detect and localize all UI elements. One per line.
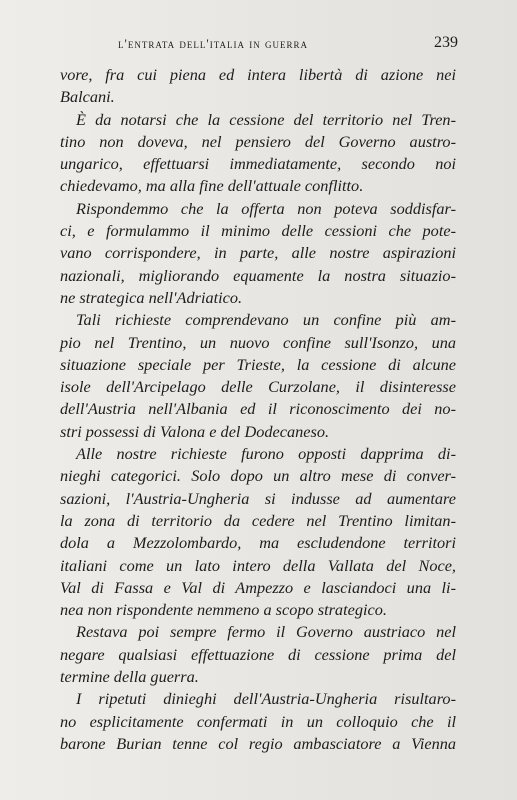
text-line: ne strategica nell'Adriatico. [60, 287, 243, 307]
text-line: chiedevamo, ma alla fine dell'attuale conflitto. [60, 176, 364, 196]
text-line: termine della guerra. [60, 667, 199, 687]
paragraph-first-line: Alle nostre richieste furono opposti dapprima di- [76, 444, 456, 464]
text-line: ungarico, effettuarsi immediatamente, secondo noi [60, 154, 456, 174]
text-line: Val di Fassa e Val di Ampezzo e lasciandoci una li- [60, 577, 456, 597]
text-line: negare qualsiasi effettuazione di cessione prima del [60, 644, 456, 664]
text-line: nazionali, migliorando equamente la nostra situazio- [60, 265, 456, 285]
paragraph-first-line: È da notarsi che la cessione del territorio nel Tren- [76, 109, 456, 129]
text-line: italiani come un lato intero della Vallata del Noce, [60, 555, 456, 575]
page-number: 239 [434, 34, 458, 51]
text-line: pio nel Trentino, un nuovo confine sull'Isonzo, una [60, 332, 456, 352]
text-line: barone Burian tenne col regio ambasciatore a Vienna [60, 733, 456, 753]
text-line: dell'Austria nell'Albania ed il riconoscimento dei no- [60, 399, 456, 419]
text-line: situazione speciale per Trieste, la cessione di alcune [60, 354, 456, 374]
running-title: l'entrata dell'italia in guerra [118, 36, 308, 51]
text-line: Balcani. [60, 87, 115, 107]
text-line: dola a Mezzolombardo, ma escludendone territori [60, 533, 456, 553]
text-line: nieghi categorici. Solo dopo un altro mese di conver- [60, 466, 456, 486]
text-line: stri possessi di Valona e del Dodecaneso. [60, 421, 330, 441]
page-header [58, 36, 458, 56]
text-line: vore, fra cui piena ed intera libertà di azione nei [60, 65, 456, 84]
text-line: la zona di territorio da cedere nel Trentino limitan- [60, 510, 456, 530]
text-line: ci, e formulammo il minimo delle cessioni che pote- [60, 221, 456, 241]
text-line: isole dell'Arcipelago delle Curzolane, il disinteresse [60, 377, 456, 397]
text-line: vano corrispondere, in parte, alle nostre aspirazioni [60, 243, 456, 263]
text-line: nea non rispondente nemmeno a scopo strategico. [60, 600, 387, 620]
paragraph-first-line: Rispondemmo che la offerta non poteva soddisfar- [76, 198, 456, 218]
paragraph-first-line: I ripetuti dinieghi dell'Austria-Ungheria risultaro- [76, 689, 456, 709]
paragraph-first-line: Restava poi sempre fermo il Governo austriaco nel [76, 622, 456, 642]
paragraph-first-line: Tali richieste comprendevano un confine più am- [76, 310, 456, 330]
text-line: tino non doveva, nel pensiero del Governo austro- [60, 131, 456, 151]
body-text [60, 64, 456, 755]
text-line: sazioni, l'Austria-Ungheria si indusse ad aumentare [60, 488, 456, 508]
text-line: no esplicitamente confermati in un colloquio che il [60, 711, 456, 731]
